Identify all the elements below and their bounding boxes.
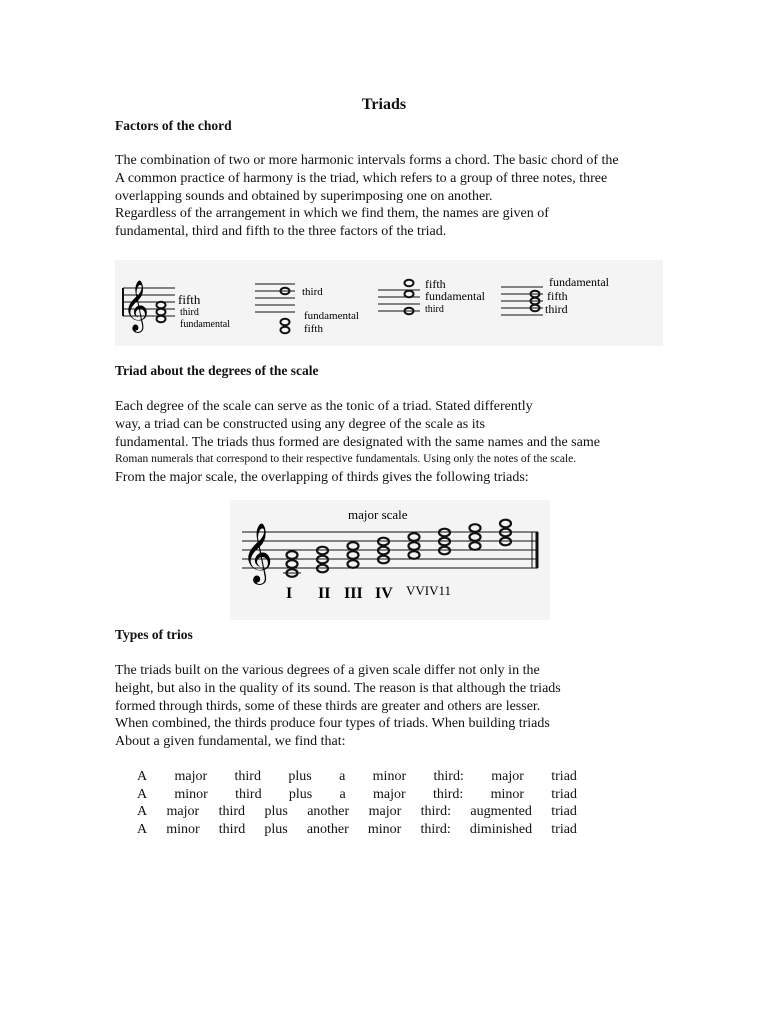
section-heading-factors: Factors of the chord — [115, 118, 232, 133]
text-line: Each degree of the scale can serve as the tonic of a triad. Stated differently — [115, 399, 533, 414]
word: third — [218, 804, 246, 819]
triad-factors-figure — [115, 260, 663, 346]
section-heading-types: Types of trios — [115, 627, 193, 642]
section-heading-degrees: Triad about the degrees of the scale — [115, 363, 319, 378]
text-line: Roman numerals that correspond to their respective fundamentals. Using only the notes of the scale. — [115, 453, 577, 466]
triad-type-row — [137, 787, 577, 803]
word: A — [137, 769, 148, 784]
text-line: height, but also in the quality of its sound. The reason is that although the triads — [115, 680, 561, 696]
numeral-II: II — [318, 585, 331, 602]
word: plus — [288, 787, 313, 802]
word: triad — [551, 822, 577, 837]
word: another — [306, 822, 349, 837]
word: minor — [174, 787, 208, 802]
numeral-IV: IV — [375, 585, 393, 602]
word: a — [339, 787, 346, 802]
text-line: overlapping sounds and obtained by superimposing one on another. — [115, 188, 493, 204]
treble-clef-icon: 𝄞 — [242, 525, 273, 582]
numeral-I: I — [286, 585, 293, 602]
triad-type-row — [137, 822, 577, 838]
text-line: fundamental, third and fifth to the three factors of the triad. — [115, 224, 447, 240]
word: major — [491, 769, 524, 784]
word: A — [137, 787, 148, 802]
label-fifth: fifth — [425, 277, 446, 291]
label-third: third — [180, 307, 199, 318]
triad-type-row — [137, 769, 577, 785]
label-fifth: fifth — [547, 289, 568, 303]
word: third — [234, 769, 261, 784]
word: plus — [288, 769, 312, 784]
paragraph-factors — [115, 152, 619, 241]
word: third — [235, 787, 262, 802]
word: third — [218, 822, 246, 837]
word: minor — [367, 822, 402, 837]
word: third: — [420, 822, 451, 837]
word: plus — [264, 822, 288, 837]
label-fundamental: fundamental — [304, 310, 359, 322]
word: third: — [420, 804, 451, 819]
text-line: Regardless of the arrangement in which we find them, the names are given of — [115, 206, 549, 222]
treble-clef-icon: 𝄞 — [123, 281, 150, 330]
text-line: fundamental. The triads thus formed are designated with the same names and the same — [115, 434, 600, 450]
label-third: third — [425, 304, 444, 315]
label-third: third — [302, 286, 323, 298]
label-fundamental: fundamental — [180, 319, 230, 330]
word: major — [166, 804, 200, 819]
numerals-rest: VVIV11 — [406, 583, 452, 598]
paragraph-types — [115, 662, 561, 751]
word: minor — [490, 787, 525, 802]
text-line: The triads built on the various degrees of a given scale differ not only in the — [115, 663, 540, 678]
label-fifth: fifth — [304, 323, 323, 335]
word: third: — [433, 769, 464, 784]
text-line: formed through thirds, some of these thirds are greater and others are lesser. — [115, 698, 541, 714]
word: A — [137, 804, 148, 819]
text-line: From the major scale, the overlapping of thirds gives the following triads: — [115, 470, 529, 486]
text-line: way, a triad can be constructed using any degree of the scale as its — [115, 416, 485, 432]
text-line: When combined, the thirds produce four types of triads. When building triads — [115, 716, 550, 732]
text-line: The combination of two or more harmonic intervals forms a chord. The basic chord of the — [115, 153, 619, 168]
word: triad — [551, 769, 577, 784]
word: major — [373, 787, 406, 802]
word: minor — [166, 822, 200, 837]
word: a — [339, 769, 346, 784]
word: major — [368, 804, 402, 819]
word: plus — [264, 804, 288, 819]
page-title: Triads — [361, 96, 407, 113]
word: minor — [372, 769, 407, 784]
triad-type-row — [137, 804, 577, 820]
word: third: — [432, 787, 464, 802]
scale-caption: major scale — [348, 507, 408, 522]
word: A — [137, 822, 148, 837]
label-fundamental: fundamental — [425, 289, 485, 303]
word: diminished — [469, 822, 533, 837]
word: augmented — [470, 804, 532, 819]
label-fundamental: fundamental — [549, 275, 609, 289]
label-third: third — [545, 302, 568, 316]
word: another — [307, 804, 350, 819]
label-fifth: fifth — [178, 292, 201, 307]
paragraph-degrees — [115, 398, 600, 487]
numeral-III: III — [344, 585, 363, 602]
word: major — [174, 769, 208, 784]
text-line: A common practice of harmony is the triad, which refers to a group of three notes, three — [115, 170, 608, 186]
word: triad — [551, 804, 577, 819]
major-scale-figure — [230, 500, 550, 620]
text-line: About a given fundamental, we find that: — [115, 734, 346, 750]
word: triad — [551, 787, 577, 802]
